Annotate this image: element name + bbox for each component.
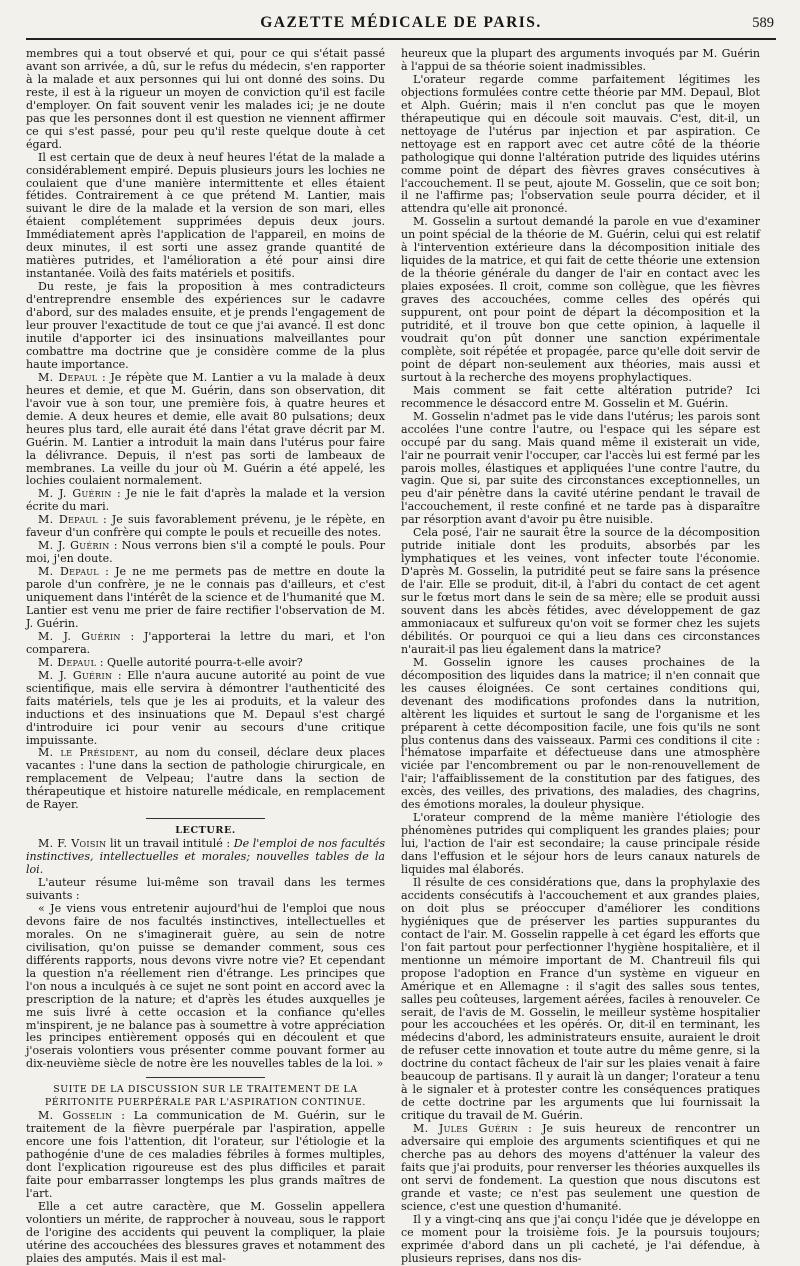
speech-text: : Je suis favorablement prévenu, je le répète, en faveur d'un confrère qui compte le pouls et recueille des notes. bbox=[26, 513, 385, 540]
speaker-name: M. Jules Guérin bbox=[413, 1122, 519, 1136]
paragraph: Mais comment se fait cette altération putride? Ici recommence le désaccord entre M. Gosselin et M. Guérin. bbox=[401, 383, 760, 410]
dialogue-paragraph bbox=[26, 540, 385, 566]
section-heading-discussion: SUITE DE LA DISCUSSION SUR LE TRAITEMENT DE LA PÉRITONITE PUERPÉRALE PAR L'ASPIRATION CONTINUE. bbox=[45, 1084, 366, 1109]
speech-text: : Je suis heureux de rencontrer un adversaire qui emploie des arguments scientifiques et qui ne cherche pas au dehors des moyens d'atténuer la valeur des faits que j'ai produits, pour renverser les théories auxquelles ils ont servi de fondement. La question que nous discutons est grande et vaste; ce n'est pas seulement une question de science, c'est une question d'humanité. bbox=[401, 1122, 760, 1213]
speech-text: : Je nie le fait d'après la malade et la version écrite du mari. bbox=[26, 487, 385, 514]
speaker-name: M. Depaul bbox=[38, 513, 98, 527]
paragraph: L'orateur regarde comme parfaitement légitimes les objections formulées contre cette théorie par MM. Depaul, Blot et Alph. Guérin; mais il n'en conclut pas que le moyen thérapeutique qui en découle soit mauvais. C'est, dit-il, un nettoyage de l'utérus par injection et par aspiration. Ce nettoyage est en rapport avec cet autre côté de la théorie pathologique qui donne l'altération putride des liquides utérins comme point de départ des fièvres graves consécutives à l'accouchement. Il se peut, ajoute M. Gosselin, que ce soit bon; il ne l'affirme pas; l'observation seule pourra décider, et il attendra qu'elle ait prononcé. bbox=[401, 72, 760, 216]
paragraph: M. Gosselin a surtout demandé la parole en vue d'examiner un point spécial de la théorie de M. Guérin, celui qui est relatif à l'intervention extérieure dans la décomposition initiale des liquides de la matrice, et qui fait de cette théorie une extension de la théorie générale du danger de l'air en contact avec les plaies exposées. Il croit, comme son collègue, que les fièvres graves des accouchées, comme celles des opérés qui suppurent, ont pour point de départ la décomposition et la putridité, et il trouve bon que cette opinion, à laquelle il voudrait qu'on pût donner une sanction expérimentale complète, soit répétée et propagée, parce qu'elle doit servir de point de départ non-seulement aux théories, mais aussi et surtout à la recherche des moyens prophylactiques. bbox=[401, 215, 760, 384]
paragraph: M. Gosselin ignore les causes prochaines de la décomposition des liquides dans la matrice; il n'en connait que les causes éloignées. Ce sont certaines conditions qui, devenant des modifications profondes dans la nutrition, altèrent les liquides et surtout le sang de l'organisme et les préparent à cette décomposition facile, une fois qu'ils ne sont plus contenus dans des vaisseaux. Parmi ces conditions il cite : l'hématose imparfaite et défectueuse dans une atmosphère viciée par l'encombrement ou par le non-renouvellement de l'air; l'affaiblissement de la constitution par des fatigues, des excès, des veilles, des privations, des maladies, des chagrins, des émotions morales, la douleur physique. bbox=[401, 655, 760, 812]
dialogue-paragraph bbox=[401, 1123, 760, 1214]
speaker-name: M. le Président bbox=[38, 746, 135, 760]
paragraph: Il y a vingt-cinq ans que j'ai conçu l'idée que je développe en ce moment pour la troisième fois. Je la poursuis toujours; exprimée d'abord dans un pli cacheté, je l'ai défendue, à plusieurs reprises, dans nos dis- bbox=[401, 1212, 760, 1265]
paragraph: Cela posé, l'air ne saurait être la source de la décomposition putride initiale dont les produits, absorbés par les lymphatiques et les veines, vont infecter toute l'économie. D'après M. Gosselin, la putridité peut se faire sans la présence de l'air. Elle se produit, dit-il, à l'abri du contact de cet agent sur le fœtus mort dans le sein de sa mère; elle se produit aussi souvent dans les abcès fétides, avec développement de gaz ammoniacaux et sulfureux qu'on voit se former chez les sujets débilités. Or pourquoi ce qui a lieu dans ces circonstances n'aurait-il pas lieu également dans la matrice? bbox=[401, 526, 760, 656]
speaker-name: M. J. Guérin bbox=[38, 629, 121, 643]
paragraph: Il est certain que de deux à neuf heures l'état de la malade a considérablement empiré. Depuis plusieurs jours les lochies ne coulaient que d'une manière intermittente et elles étaient fétides. Contrairement à ce que prétend M. Lantier, mais suivant le dire de la malade et la version de son mari, elles étaient complétement supprimées depuis deux jours. Immédiatement après l'application de l'appareil, en moins de deux minutes, il est sorti une assez grande quantité de matières putrides, et l'amélioration a été pour ainsi dire instantanée. Voilà des faits matériels et positifs. bbox=[26, 150, 385, 281]
section-divider bbox=[146, 1077, 265, 1078]
dialogue-paragraph bbox=[26, 747, 385, 812]
lecture-intro: lit un travail intitulé : bbox=[106, 837, 234, 851]
speaker-name: M. F. Voisin bbox=[38, 837, 107, 851]
paragraph: membres qui a tout observé et qui, pour ce qui s'était passé avant son arrivée, a dû, sur le refus du médecin, s'en rapporter à la malade et aux personnes qui lui ont donné des soins. Du reste, il est à la rigueur un moyen de conviction qu'il est facile d'employer. On fait souvent venir les malades ici; je ne doute pas que les personnes dont il est question ne viennent affirmer ce qui s'est passé, pour peu qu'il reste quelque doute à cet égard. bbox=[26, 47, 385, 151]
paragraph: L'orateur comprend de la même manière l'étiologie des phénomènes putrides qui compliquent les grandes plaies; pour lui, l'action de l'air est secondaire; la cause principale réside dans l'effusion et le séjour hors de leurs canaux naturels de liquides mal élaborés. bbox=[401, 811, 760, 877]
paragraph: L'auteur résume lui-même son travail dans les termes suivants : bbox=[26, 876, 385, 902]
dialogue-paragraph bbox=[26, 372, 385, 489]
speaker-name: M. J. Guérin bbox=[38, 668, 113, 682]
section-heading-lecture: LECTURE. bbox=[175, 825, 236, 837]
speaker-name: M. Depaul bbox=[38, 565, 99, 579]
paragraph: Il résulte de ces considérations que, dans la prophylaxie des accidents consécutifs à l'accouchement et aux grandes plaies, on doit plus se préoccuper d'améliorer les conditions hygiéniques que de préserver les parties suppurantes du contact de l'air. M. Gosselin rappelle à cet égard les efforts que l'on fait partout pour perfectionner l'hygiène hospitalière, et il mentionne un mémoire important de M. Chantreuil fils qui propose l'adoption en France d'un système en vigueur en Amérique et en Allemagne : il s'agit des salles sous tentes, salles peu coûteuses, largement aérées, faciles à renouveler. Ce serait, de l'avis de M. Gosselin, le meilleur système hospitalier pour les accouchées et les opérés. Or, dit-il en terminant, les médecins d'abord, les administrateurs ensuite, auraient le droit de refuser cette innovation et toute autre du même genre, si la doctrine du contact fâcheux de l'air sur les plaies venait à faire beaucoup de partisans. Il y aurait là un danger; l'orateur a tenu à le signaler et à protester contre les conséquences pratiques de cette doctrine par les arguments que lui fournissait la critique du travail de M. Guérin. bbox=[401, 876, 760, 1123]
speech-text: : La communication de M. Guérin, sur le traitement de la fièvre puerpérale par l'aspiration, appelle encore une fois l'attention, dit l'orateur, sur l'étiologie et la pathogénie d'une de ces maladies fébriles à formes multiples, dont l'explication rigoureuse est des plus difficiles et parait faite pour embarrasser longtemps les plus grands maîtres de l'art. bbox=[26, 1109, 385, 1200]
dialogue-paragraph bbox=[26, 566, 385, 631]
paragraph: Du reste, je fais la proposition à mes contradicteurs d'entreprendre ensemble des expériences sur le cadavre d'abord, sur des malades ensuite, et je prends l'engagement de leur prouver l'exactitude de tout ce que j'ai avancé. Il est donc inutile d'apporter ici des insinuations malveillantes pour combattre ma doctrine que je considère comme de la plus haute importance. bbox=[26, 280, 385, 371]
dialogue-paragraph bbox=[26, 670, 385, 748]
speech-text: : Je répète que M. Lantier a vu la malade à deux heures et demie, et que M. Guérin, dans son observation, dit l'avoir vue à son tour, une première fois, à quatre heures et demie. A deux heures et demie, elle avait 80 pulsations; deux heures plus tard, elle aurait été dans l'état grave décrit par M. Guérin. M. Lantier a introduit la main dans l'utérus pour faire la délivrance. Depuis, il n'est pas sorti de lambeaux de membranes. La veille du jour où M. Guérin a été appelé, les lochies coulaient normalement. bbox=[26, 370, 385, 488]
speaker-name: M. Depaul bbox=[38, 655, 97, 669]
left-column bbox=[26, 48, 385, 1266]
dialogue-paragraph bbox=[26, 631, 385, 657]
speech-text: , au nom du conseil, déclare deux places vacantes : l'une dans la section de pathologie chirurgicale, en remplacement de Velpeau; l'autre dans la section de thérapeutique et histoire naturelle médicale, en remplacement de Rayer. bbox=[26, 746, 385, 812]
paragraph: M. Gosselin n'admet pas le vide dans l'utérus; les parois sont accolées l'une contre l'autre, ou l'espace qui les sépare est occupé par du sang. Mais quand même il existerait un vide, l'air ne pourrait venir l'occuper, car l'accès lui est fermé par les parois molles, élastiques et appliquées l'une contre l'autre, du vagin. Que si, par suite des circonstances exceptionnelles, un peu d'air pénètre dans la cavité utérine pendant le travail de l'accouchement, il reste confiné et ne tarde pas à disparaître par résorption avant d'avoir pu être nuisible. bbox=[401, 409, 760, 527]
page-number: 589 bbox=[752, 15, 774, 31]
speaker-name: M. J. Guérin bbox=[38, 539, 110, 553]
journal-title: GAZETTE MÉDICALE DE PARIS. bbox=[260, 14, 542, 31]
dialogue-paragraph bbox=[26, 1110, 385, 1201]
speaker-name: M. Gosselin bbox=[38, 1109, 113, 1123]
paragraph: Elle a cet autre caractère, que M. Gosselin appellera volontiers un mérite, de rapprocher à nouveau, sous le rapport de l'origine des accidents qui peuvent la compliquer, la plaie utérine des accouchées des blessures graves et notamment des plaies des amputés. Mais il est mal- bbox=[26, 1199, 385, 1265]
quotation-paragraph: « Je viens vous entretenir aujourd'hui de l'emploi que nous devons faire de nos facultés instinctives, intellectuelles et morales. On ne s'imaginerait guère, au sein de notre civilisation, qu'on puisse se demander comment, sous ces différents rapports, nous devons vivre notre vie? Et cependant la question n'a réellement rien d'étrange. Les principes que l'on nous a inculqués à ce sujet ne sont point en accord avec la prescription de la nature; et d'après les études auxquelles je me suis livré à cette occasion et la confiance qu'elles m'inspirent, je ne balance pas à soumettre à votre appréciation les principes entièrement opposés qui en découlent et que j'oserais volontiers vous présenter comme pouvant former au dix-neuvième siècle de notre ère les nouvelles tables de la loi. » bbox=[26, 901, 385, 1071]
speech-text: : Elle n'aura aucune autorité au point de vue scientifique, mais elle servira à démontrer l'authenticité des faits matériels, tels que je les ai produits, et la valeur des inductions et des insinuations que M. Depaul s'est chargé d'introduire ici pour venir au secours d'une critique impuissante. bbox=[26, 668, 385, 747]
speaker-name: M. J. Guérin bbox=[38, 487, 112, 501]
speech-text: : Nous verrons bien s'il a compté le pouls. Pour moi, j'en doute. bbox=[26, 539, 385, 566]
paragraph: heureux que la plupart des arguments invoqués par M. Guérin à l'appui de sa théorie soient inadmissibles. bbox=[401, 47, 760, 73]
section-divider bbox=[146, 818, 265, 819]
speech-text: : J'apporterai la lettre du mari, et l'on comparera. bbox=[26, 629, 385, 656]
speaker-name: M. Depaul bbox=[38, 370, 98, 384]
dialogue-paragraph bbox=[26, 488, 385, 514]
work-title: De l'emploi de nos facultés instinctives, intellectuelles et morales; nouvelles tables de la loi. bbox=[26, 837, 385, 877]
dialogue-paragraph bbox=[26, 514, 385, 540]
text-columns bbox=[26, 48, 776, 1266]
speech-text: : Quelle autorité pourra-t-elle avoir? bbox=[96, 655, 303, 669]
speech-text: : Je ne me permets pas de mettre en doute la parole d'un confrère, je ne le connais pas d'ailleurs, et c'est uniquement dans l'intérêt de la science et de l'humanité que M. Lantier est venu me prier de faire rectifier l'observation de M. J. Guérin. bbox=[26, 565, 385, 630]
right-column bbox=[401, 48, 760, 1266]
lecture-paragraph bbox=[26, 838, 385, 877]
page-header bbox=[26, 14, 776, 40]
